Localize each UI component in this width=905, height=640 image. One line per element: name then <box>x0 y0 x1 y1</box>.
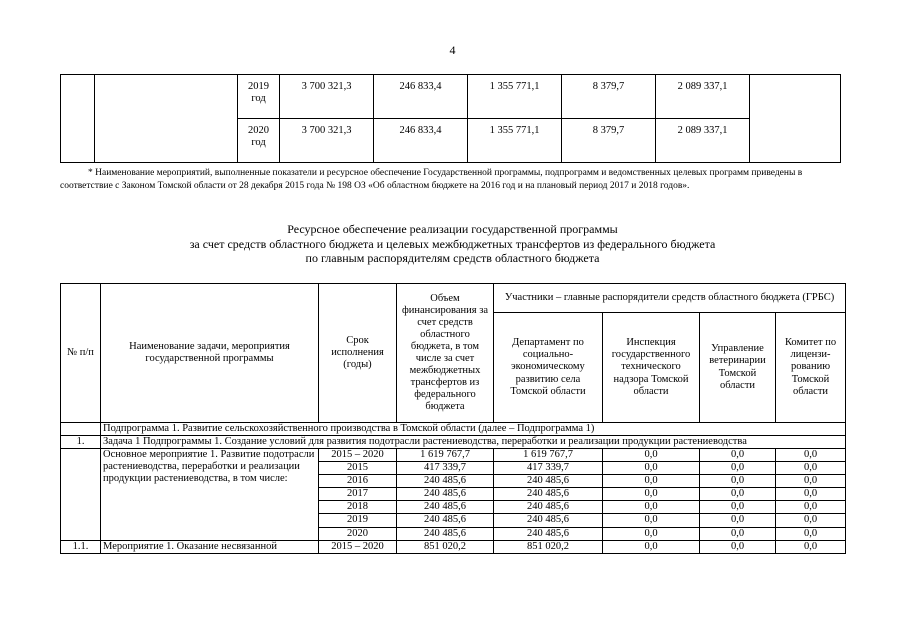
empty-cell <box>95 75 238 163</box>
committee-cell: 0,0 <box>776 462 846 475</box>
activity-name: Мероприятие 1. Оказание несвязанной <box>101 540 319 553</box>
header-name: Наименование задачи, мероприятия государственной программы <box>101 284 319 423</box>
dept-cell: 1 619 767,7 <box>494 449 603 462</box>
vet-cell: 0,0 <box>700 475 776 488</box>
empty-cell <box>61 75 95 163</box>
header-dept: Департамент по социально-экономическому развитию села Томской области <box>494 313 603 423</box>
vet-cell: 0,0 <box>700 527 776 540</box>
vet-cell: 0,0 <box>700 540 776 553</box>
dept-cell: 851 020,2 <box>494 540 603 553</box>
inspection-cell: 0,0 <box>603 462 700 475</box>
vet-cell: 0,0 <box>700 501 776 514</box>
committee-cell: 0,0 <box>776 475 846 488</box>
inspection-cell: 0,0 <box>603 449 700 462</box>
volume-cell: 851 020,2 <box>397 540 494 553</box>
value-cell: 2 089 337,1 <box>656 75 750 119</box>
term-cell: 2015 – 2020 <box>319 540 397 553</box>
empty-cell <box>61 423 101 436</box>
dept-cell: 240 485,6 <box>494 475 603 488</box>
dept-cell: 240 485,6 <box>494 501 603 514</box>
activity-name: Основное мероприятие 1. Развитие подотрасли растениеводства, переработки и реализации продукции растениеводства, в том числе: <box>101 449 319 540</box>
header-participants: Участники – главные распорядители средств областного бюджета (ГРБС) <box>494 284 846 313</box>
resource-table <box>60 283 846 554</box>
committee-cell: 0,0 <box>776 449 846 462</box>
term-cell: 2017 <box>319 488 397 501</box>
dept-cell: 240 485,6 <box>494 514 603 527</box>
table-row <box>61 449 846 462</box>
header-row <box>61 284 846 313</box>
page-number: 4 <box>449 43 456 57</box>
vet-cell: 0,0 <box>700 462 776 475</box>
inspection-cell: 0,0 <box>603 488 700 501</box>
volume-cell: 240 485,6 <box>397 501 494 514</box>
year-cell: 2020 год <box>238 119 280 163</box>
committee-cell: 0,0 <box>776 540 846 553</box>
volume-cell: 240 485,6 <box>397 475 494 488</box>
committee-cell: 0,0 <box>776 527 846 540</box>
term-cell: 2015 <box>319 462 397 475</box>
year-cell: 2019 год <box>238 75 280 119</box>
dept-cell: 240 485,6 <box>494 527 603 540</box>
row-number: 1.1. <box>61 540 101 553</box>
inspection-cell: 0,0 <box>603 475 700 488</box>
header-volume: Объем финансирования за счет средств областного бюджета, в том числе за счет межбюджетных трансфертов из федерального бюджета <box>397 284 494 423</box>
inspection-cell: 0,0 <box>603 540 700 553</box>
header-inspection: Инспекция государственного технического надзора Томской области <box>603 313 700 423</box>
table-row <box>61 75 841 119</box>
header-committee: Комитет по лицензи-рованию Томской области <box>776 313 846 423</box>
table-row <box>61 540 846 553</box>
committee-cell: 0,0 <box>776 514 846 527</box>
dept-cell: 240 485,6 <box>494 488 603 501</box>
header-vet: Управление ветеринарии Томской области <box>700 313 776 423</box>
term-cell: 2018 <box>319 501 397 514</box>
value-cell: 1 355 771,1 <box>468 75 562 119</box>
value-cell: 246 833,4 <box>374 75 468 119</box>
term-cell: 2015 – 2020 <box>319 449 397 462</box>
document-title <box>60 222 845 266</box>
title-line-1: Ресурсное обеспечение реализации государственной программы <box>287 222 618 236</box>
vet-cell: 0,0 <box>700 449 776 462</box>
task-label: Задача 1 Подпрограммы 1. Создание условий для развития подотрасли растениеводства, переработки и реализации продукции растениеводства <box>101 436 846 449</box>
term-cell: 2016 <box>319 475 397 488</box>
title-line-3: по главным распорядителям средств областного бюджета <box>305 251 600 265</box>
volume-cell: 240 485,6 <box>397 488 494 501</box>
empty-cell <box>750 75 841 163</box>
row-number: 1. <box>61 436 101 449</box>
footnote: * Наименование мероприятий, выполненные показатели и ресурсное обеспечение Государственной программы, подпрограмм и ведомственных целевых программ приведены в соответствие с Законом Томской области от 28 декабря 2015 года № 198 ОЗ «Об областном бюджете на 2016 год и на плановый период 2017 и 2018 годов». <box>60 168 803 191</box>
header-term: Срок исполнения (годы) <box>319 284 397 423</box>
inspection-cell: 0,0 <box>603 501 700 514</box>
inspection-cell: 0,0 <box>603 514 700 527</box>
volume-cell: 240 485,6 <box>397 514 494 527</box>
subprogram-row <box>61 423 846 436</box>
inspection-cell: 0,0 <box>603 527 700 540</box>
title-line-2: за счет средств областного бюджета и целевых межбюджетных трансфертов из федерального бюджета <box>189 236 716 251</box>
term-cell: 2019 <box>319 514 397 527</box>
committee-cell: 0,0 <box>776 488 846 501</box>
vet-cell: 0,0 <box>700 488 776 501</box>
subprogram-label: Подпрограмма 1. Развитие сельскохозяйственного производства в Томской области (далее – Подпрограмма 1) <box>101 423 846 436</box>
task-row <box>61 436 846 449</box>
value-cell: 8 379,7 <box>562 75 656 119</box>
value-cell: 3 700 321,3 <box>280 119 374 163</box>
committee-cell: 0,0 <box>776 501 846 514</box>
value-cell: 3 700 321,3 <box>280 75 374 119</box>
vet-cell: 0,0 <box>700 514 776 527</box>
volume-cell: 1 619 767,7 <box>397 449 494 462</box>
dept-cell: 417 339,7 <box>494 462 603 475</box>
value-cell: 246 833,4 <box>374 119 468 163</box>
top-continuation-table <box>60 74 841 163</box>
empty-cell <box>61 449 101 540</box>
value-cell: 2 089 337,1 <box>656 119 750 163</box>
value-cell: 1 355 771,1 <box>468 119 562 163</box>
volume-cell: 240 485,6 <box>397 527 494 540</box>
term-cell: 2020 <box>319 527 397 540</box>
value-cell: 8 379,7 <box>562 119 656 163</box>
volume-cell: 417 339,7 <box>397 462 494 475</box>
header-num: № п/п <box>61 284 101 423</box>
